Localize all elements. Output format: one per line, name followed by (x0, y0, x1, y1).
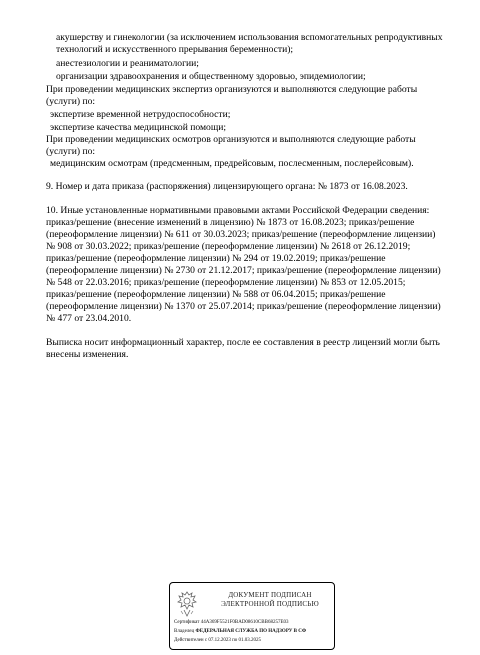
text-line: приказ/решение (переоформление лицензии) № 588 от 06.04.2015; приказ/решение (46, 289, 386, 300)
stamp-title-line2: ЭЛЕКТРОННОЙ ПОДПИСЬЮ (221, 600, 319, 608)
text-line: технологий и искусственного прерывания беременности); (56, 44, 294, 55)
text-line: № 477 от 23.04.2010. (46, 313, 132, 324)
section-10-heading: 10. Иные установленные нормативными правовыми актами Российской Федерации сведения: (46, 205, 430, 216)
stamp-owner-label: Владелец (174, 629, 195, 634)
text-line: (услуги) по: (46, 146, 96, 157)
text-line: экспертизе временной нетрудоспособности; (50, 109, 231, 120)
stamp-validity: Действителен с 07.12.2023 по 01.03.2025 (174, 638, 261, 643)
section-9-line: 9. Номер и дата приказа (распоряжения) лицензирующего органа: № 1873 от 16.08.2023. (46, 181, 408, 192)
text-line: медицинским осмотрам (предсменным, предрейсовым, послесменным, послерейсовым). (50, 158, 414, 169)
stamp-owner-row (174, 629, 306, 635)
text-line: При проведении медицинских экспертиз организуются и выполняются следующие работы (46, 84, 418, 95)
text-line: № 548 от 22.03.2016; приказ/решение (переоформление лицензии) № 853 от 12.05.2015; (46, 277, 406, 288)
text-line: (переоформление лицензии) № 611 от 30.03.2023; приказ/решение (переоформление лицензии) (46, 229, 436, 240)
text-line: акушерству и гинекологии (за исключением использования вспомогательных репродуктивных (56, 32, 443, 43)
disclaimer-line: внесены изменения. (46, 349, 129, 360)
text-line: (переоформление лицензии) № 2730 от 21.12.2017; приказ/решение (переоформление лицензии) (46, 265, 441, 276)
stamp-certificate: Сертификат 44A369F5521F0BAD08610CBB68257E03 (174, 620, 289, 625)
text-line: (переоформление лицензии) № 1370 от 25.07.2014; приказ/решение (переоформление лицензии) (46, 301, 441, 312)
text-line: приказ/решение (переоформление лицензии) № 294 от 19.02.2019; приказ/решение (46, 253, 386, 264)
text-line: анестезиологии и реаниматологии; (56, 58, 199, 69)
stamp-owner: ФЕДЕРАЛЬНАЯ СЛУЖБА ПО НАДЗОРУ В СФ (195, 629, 307, 634)
text-line: приказ/решение (внесение изменений в лицензию) № 1873 от 16.08.2023; приказ/решение (46, 217, 415, 228)
text-line: экспертизе качества медицинской помощи; (50, 122, 227, 133)
text-line: № 908 от 30.03.2022; приказ/решение (переоформление лицензии) № 2618 от 26.12.2019; (46, 241, 411, 252)
disclaimer-line: Выписка носит информационный характер, после ее составления в реестр лицензий могли быть (46, 337, 440, 348)
electronic-signature-stamp (169, 582, 335, 650)
stamp-title-line1: ДОКУМЕНТ ПОДПИСАН (228, 591, 312, 599)
text-line: организации здравоохранения и общественному здоровью, эпидемиологии; (56, 71, 366, 82)
coat-of-arms-icon (175, 589, 199, 619)
text-line: (услуги) по: (46, 96, 96, 107)
text-line: При проведении медицинских осмотров организуются и выполняются следующие работы (46, 134, 416, 145)
